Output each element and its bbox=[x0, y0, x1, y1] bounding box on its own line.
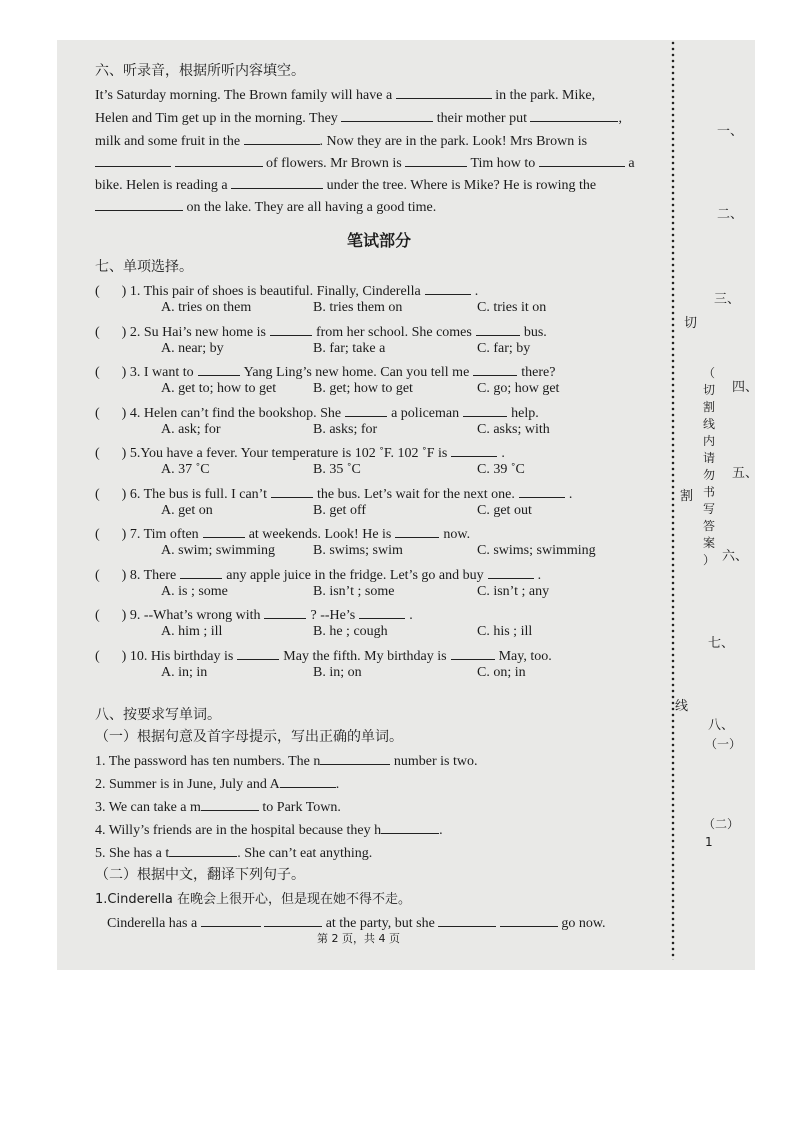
question-5-option-c: C. 39 ˚C bbox=[477, 462, 525, 477]
question-1: ( ) 1. This pair of shoes is beautiful. Finally, Cinderella . bbox=[95, 280, 478, 300]
question-9-option-a: A. him ; ill bbox=[161, 624, 223, 639]
question-6-option-a: A. get on bbox=[161, 502, 213, 518]
margin-label-2: 二、 bbox=[717, 207, 744, 222]
question-3-option-a: A. get to; how to get bbox=[161, 381, 277, 396]
question-1-option-c: C. tries it on bbox=[477, 300, 547, 315]
question-5: ( ) 5.You have a fever. Your temperature is 102 ˚F. 102 ˚F is . bbox=[95, 442, 505, 462]
margin-cut-char: 切 bbox=[684, 316, 698, 331]
question-2: ( ) 2. Su Hai’s new home is from her school. She comes bus. bbox=[95, 321, 547, 341]
question-10-option-a: A. in; in bbox=[161, 664, 208, 680]
question-9-option-b: B. he ; cough bbox=[313, 624, 388, 639]
word-item-5: 5. She has a t . She can’t eat anything. bbox=[95, 842, 372, 862]
question-7-option-c: C. swims; swimming bbox=[477, 543, 596, 558]
margin-line-char: 线 bbox=[675, 699, 689, 714]
word-item-3: 3. We can take a m to Park Town. bbox=[95, 796, 341, 816]
question-7-option-a: A. swim; swimming bbox=[161, 543, 275, 558]
question-8-option-b: B. isn’t ; some bbox=[313, 583, 395, 599]
margin-label-9: （一） bbox=[705, 737, 742, 751]
question-4-option-c: C. asks; with bbox=[477, 421, 550, 437]
question-7: ( ) 7. Tim often at weekends. Look! He is now. bbox=[95, 523, 470, 543]
question-1-option-a: A. tries on them bbox=[161, 300, 252, 315]
word-item-1: 1. The password has ten numbers. The n number is two. bbox=[95, 750, 478, 770]
question-3: ( ) 3. I want to Yang Ling’s new home. Can you tell me there? bbox=[95, 361, 555, 381]
margin-label-5: 五、 bbox=[732, 466, 759, 481]
section8-heading: 八、按要求写单词。 bbox=[95, 707, 221, 723]
margin-label-3: 三、 bbox=[714, 292, 741, 307]
s6-line4: of flowers. Mr Brown is Tim how to a bbox=[95, 152, 635, 172]
question-6-option-b: B. get off bbox=[313, 502, 367, 518]
question-1-option-b: B. tries them on bbox=[313, 300, 403, 315]
translate-cn: 1.Cinderella 在晚会上很开心，但是现在她不得不走。 bbox=[95, 892, 411, 907]
question-2-option-b: B. far; take a bbox=[313, 340, 386, 356]
cut-line-dots bbox=[671, 40, 675, 960]
s6-line3: milk and some fruit in the . Now they are in the park. Look! Mrs Brown is bbox=[95, 130, 587, 150]
question-8: ( ) 8. There any apple juice in the fridge. Let’s go and buy . bbox=[95, 564, 541, 584]
question-5-option-a: A. 37 ˚C bbox=[161, 462, 210, 477]
question-9-option-c: C. his ; ill bbox=[477, 624, 533, 639]
section8-part1-heading: （一）根据句意及首字母提示，写出正确的单词。 bbox=[95, 729, 403, 745]
section7-heading: 七、单项选择。 bbox=[95, 259, 193, 275]
question-2-option-a: A. near; by bbox=[161, 340, 224, 356]
question-9: ( ) 9. --What’s wrong with ? --He’s . bbox=[95, 604, 413, 624]
question-2-option-c: C. far; by bbox=[477, 340, 531, 356]
exam-sheet bbox=[57, 40, 759, 970]
margin-cut-note: （ 切 割 线 内 请 勿 书 写 答 案 ） bbox=[702, 366, 715, 567]
s6-line2: Helen and Tim get up in the morning. They their mother put , bbox=[95, 107, 622, 127]
s6-line6: on the lake. They are all having a good time. bbox=[95, 196, 436, 216]
question-6: ( ) 6. The bus is full. I can’t the bus. Let’s wait for the next one. . bbox=[95, 483, 572, 503]
section8-part2-heading: （二）根据中文，翻译下列句子。 bbox=[95, 867, 305, 883]
question-7-option-b: B. swims; swim bbox=[313, 543, 403, 558]
s6-line5: bike. Helen is reading a under the tree. Where is Mike? He is rowing the bbox=[95, 174, 596, 194]
margin-label-7: 七、 bbox=[708, 636, 735, 651]
section6-heading: 六、听录音，根据所听内容填空。 bbox=[95, 63, 305, 79]
margin-label-10: （二） bbox=[703, 817, 740, 831]
question-10: ( ) 10. His birthday is May the fifth. My birthday is May, too. bbox=[95, 645, 552, 665]
s6-line1: It’s Saturday morning. The Brown family will have a in the park. Mike, bbox=[95, 84, 595, 104]
written-part-title: 笔试部分 bbox=[347, 231, 412, 250]
question-4-option-b: B. asks; for bbox=[313, 421, 378, 437]
word-item-4: 4. Willy’s friends are in the hospital because they h . bbox=[95, 819, 443, 839]
question-10-option-b: B. in; on bbox=[313, 664, 362, 680]
question-8-option-c: C. isn’t ; any bbox=[477, 583, 550, 599]
question-5-option-b: B. 35 ˚C bbox=[313, 462, 361, 477]
question-4: ( ) 4. Helen can’t find the bookshop. She a policeman help. bbox=[95, 402, 539, 422]
word-item-2: 2. Summer is in June, July and A . bbox=[95, 773, 339, 793]
question-10-option-c: C. on; in bbox=[477, 664, 526, 680]
question-8-option-a: A. is ; some bbox=[161, 583, 228, 599]
question-4-option-a: A. ask; for bbox=[161, 421, 221, 437]
margin-cut-char-2: 割 bbox=[680, 489, 694, 504]
margin-label-11: 1 bbox=[705, 835, 713, 849]
margin-label-4: 四、 bbox=[732, 380, 759, 395]
margin-label-1: 一、 bbox=[717, 124, 744, 139]
question-6-option-c: C. get out bbox=[477, 502, 532, 518]
translate-en: Cinderella has a at the party, but she go now. bbox=[107, 912, 606, 932]
page-footer: 第 2 页，共 4 页 bbox=[317, 932, 400, 945]
margin-label-8: 八、 bbox=[708, 718, 735, 733]
question-3-option-c: C. go; how get bbox=[477, 381, 560, 396]
margin-label-6: 六、 bbox=[722, 549, 749, 564]
question-3-option-b: B. get; how to get bbox=[313, 381, 413, 396]
